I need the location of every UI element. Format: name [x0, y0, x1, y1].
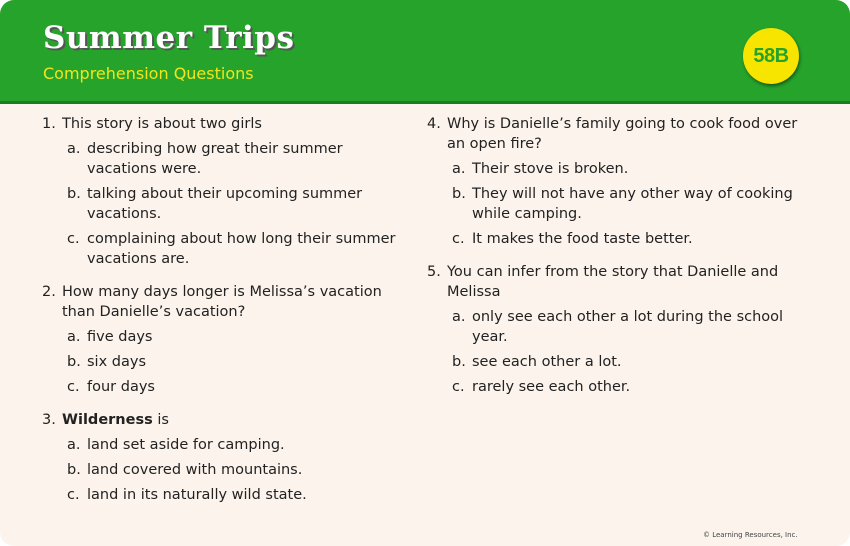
- vocabulary-term: Wilderness: [62, 412, 153, 428]
- option-letter: b.: [67, 186, 81, 202]
- option-text: five days: [87, 329, 153, 345]
- answer-option-b: [67, 184, 407, 224]
- option-text: They will not have any other way of cooking while camping.: [472, 186, 793, 222]
- option-letter: a.: [67, 437, 81, 453]
- answer-options: [452, 159, 817, 249]
- left-question-column: [42, 114, 407, 518]
- question-3: [42, 410, 407, 505]
- option-text: talking about their upcoming summer vacations.: [87, 186, 363, 222]
- answer-option-b: [452, 184, 817, 224]
- option-letter: c.: [452, 231, 465, 247]
- answer-option-b: [452, 352, 817, 372]
- option-text: Their stove is broken.: [472, 161, 629, 177]
- card-subtitle: Comprehension Questions: [43, 64, 254, 83]
- question-number: 3.: [42, 412, 56, 428]
- option-letter: c.: [67, 379, 80, 395]
- option-text: complaining about how long their summer vacations are.: [87, 231, 396, 267]
- answer-option-a: [452, 159, 817, 179]
- option-text: describing how great their summer vacations were.: [87, 141, 343, 177]
- option-letter: b.: [67, 462, 81, 478]
- option-text: see each other a lot.: [472, 354, 622, 370]
- option-letter: a.: [452, 161, 466, 177]
- question-number: 5.: [427, 264, 441, 280]
- question-4: [427, 114, 817, 249]
- option-letter: b.: [67, 354, 81, 370]
- answer-options: [452, 307, 817, 397]
- answer-option-b: [67, 352, 407, 372]
- answer-options: [67, 435, 407, 505]
- answer-option-c: [67, 377, 407, 397]
- option-text: It makes the food taste better.: [472, 231, 693, 247]
- answer-option-a: [67, 327, 407, 347]
- option-text: land set aside for camping.: [87, 437, 285, 453]
- option-letter: a.: [452, 309, 466, 325]
- answer-option-c: [452, 377, 817, 397]
- card-title: Summer Trips: [43, 20, 295, 56]
- question-1: [42, 114, 407, 269]
- question-number: 4.: [427, 116, 441, 132]
- answer-option-a: [452, 307, 817, 347]
- option-text: only see each other a lot during the school year.: [472, 309, 784, 345]
- question-text-suffix: is: [152, 412, 169, 428]
- option-text: rarely see each other.: [472, 379, 631, 395]
- question-text: This story is about two girls: [62, 116, 262, 132]
- card-header: [0, 0, 850, 104]
- question-5: [427, 262, 817, 397]
- question-text: [62, 410, 407, 430]
- answer-options: [67, 327, 407, 397]
- question-text: Why is Danielle’s family going to cook food over an open fire?: [447, 116, 798, 152]
- right-question-column: [427, 114, 817, 410]
- option-text: four days: [87, 379, 155, 395]
- option-letter: a.: [67, 329, 81, 345]
- answer-option-a: [67, 435, 407, 455]
- question-text: You can infer from the story that Danielle and Melissa: [447, 264, 779, 300]
- card-number-badge: [743, 28, 799, 84]
- answer-option-c: [67, 485, 407, 505]
- option-letter: b.: [452, 354, 466, 370]
- option-letter: c.: [67, 231, 80, 247]
- question-number: 1.: [42, 116, 56, 132]
- option-letter: a.: [67, 141, 81, 157]
- option-text: six days: [87, 354, 146, 370]
- question-number: 2.: [42, 284, 56, 300]
- answer-options: [67, 139, 407, 269]
- option-text: land covered with mountains.: [87, 462, 303, 478]
- option-text: land in its naturally wild state.: [87, 487, 307, 503]
- question-2: [42, 282, 407, 397]
- answer-option-c: [67, 229, 407, 269]
- option-letter: c.: [67, 487, 80, 503]
- answer-option-c: [452, 229, 817, 249]
- copyright-notice: © Learning Resources, Inc.: [703, 531, 798, 539]
- question-text: How many days longer is Melissa’s vacation than Danielle’s vacation?: [62, 284, 382, 320]
- answer-option-a: [67, 139, 407, 179]
- card-number-label: 58B: [753, 44, 789, 67]
- option-letter: c.: [452, 379, 465, 395]
- option-letter: b.: [452, 186, 466, 202]
- answer-option-b: [67, 460, 407, 480]
